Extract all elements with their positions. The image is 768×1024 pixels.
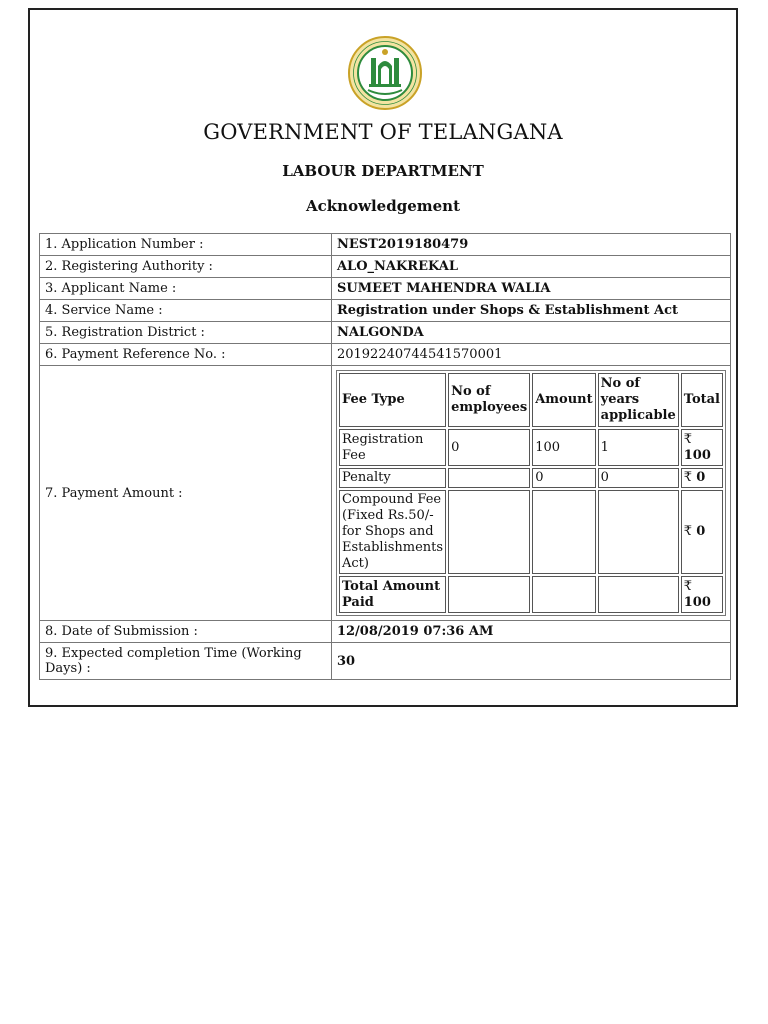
total-amount-paid-value	[681, 576, 723, 613]
amount-header: Amount	[532, 373, 595, 427]
registering-authority-label: 2. Registering Authority :	[40, 256, 332, 278]
payment-reference-value: 20192240744541570001	[331, 344, 730, 366]
registration-fee-amount: 100	[532, 429, 595, 466]
table-row	[40, 366, 731, 621]
application-number-value: NEST2019180479	[331, 234, 730, 256]
penalty-name: Penalty	[339, 468, 446, 488]
rupee-symbol: ₹	[683, 524, 693, 539]
total-amount-paid-label: Total Amount Paid	[339, 576, 446, 613]
rupee-symbol: ₹	[683, 470, 693, 485]
date-of-submission-label: 8. Date of Submission :	[40, 621, 332, 643]
application-number-label: 1. Application Number :	[40, 234, 332, 256]
fee-row-registration	[339, 429, 723, 466]
registration-district-label: 5. Registration District :	[40, 322, 332, 344]
payment-amount-label: 7. Payment Amount :	[40, 366, 332, 621]
table-row	[40, 234, 731, 256]
compound-fee-amount	[532, 490, 595, 574]
registering-authority-value: ALO_NAKREKAL	[331, 256, 730, 278]
registration-fee-total-value: 100	[683, 447, 711, 463]
table-row	[40, 278, 731, 300]
table-row	[40, 344, 731, 366]
total-row-amount	[532, 576, 595, 613]
total-row-employees	[448, 576, 530, 613]
acknowledgement-table	[39, 233, 731, 680]
table-row	[40, 643, 731, 680]
registration-district-value: NALGONDA	[331, 322, 730, 344]
rupee-symbol: ₹	[683, 578, 693, 594]
penalty-amount: 0	[532, 468, 595, 488]
document-title: Acknowledgement	[306, 197, 460, 215]
fee-table	[336, 370, 726, 616]
registration-fee-name: Registration Fee	[339, 429, 446, 466]
service-name-value: Registration under Shops & Establishment Act	[331, 300, 730, 322]
penalty-employees	[448, 468, 530, 488]
total-header: Total	[681, 373, 723, 427]
date-of-submission-value: 12/08/2019 07:36 AM	[331, 621, 730, 643]
fee-header-row	[339, 373, 723, 427]
payment-reference-label: 6. Payment Reference No. :	[40, 344, 332, 366]
completion-time-value: 30	[331, 643, 730, 680]
completion-time-label: 9. Expected completion Time (Working Days) :	[40, 643, 332, 680]
registration-fee-employees: 0	[448, 429, 530, 466]
registration-fee-total	[681, 429, 723, 466]
service-name-label: 4. Service Name :	[40, 300, 332, 322]
rupee-symbol: ₹	[683, 431, 693, 447]
government-title: GOVERNMENT OF TELANGANA	[203, 120, 563, 144]
years-header: No of years applicable	[598, 373, 679, 427]
acknowledgement-sheet	[28, 8, 738, 707]
registration-fee-years: 1	[598, 429, 679, 466]
compound-fee-name: Compound Fee (Fixed Rs.50/- for Shops and Establishments Act)	[339, 490, 446, 574]
employees-header: No of employees	[448, 373, 530, 427]
table-row	[40, 256, 731, 278]
table-row	[40, 322, 731, 344]
table-row	[40, 621, 731, 643]
compound-fee-total-value: 0	[696, 524, 706, 539]
applicant-name-label: 3. Applicant Name :	[40, 278, 332, 300]
fee-row-penalty	[339, 468, 723, 488]
fee-type-header: Fee Type	[339, 373, 446, 427]
compound-fee-total	[681, 490, 723, 574]
fee-row-total	[339, 576, 723, 613]
table-row	[40, 300, 731, 322]
payment-amount-cell	[331, 366, 730, 621]
penalty-total	[681, 468, 723, 488]
department-title: LABOUR DEPARTMENT	[282, 162, 484, 180]
penalty-years: 0	[598, 468, 679, 488]
telangana-emblem-icon	[348, 36, 422, 110]
compound-fee-employees	[448, 490, 530, 574]
total-row-years	[598, 576, 679, 613]
penalty-total-value: 0	[696, 470, 706, 485]
compound-fee-years	[598, 490, 679, 574]
total-amount-paid-number: 100	[683, 594, 711, 610]
fee-row-compound	[339, 490, 723, 574]
applicant-name-value: SUMEET MAHENDRA WALIA	[331, 278, 730, 300]
